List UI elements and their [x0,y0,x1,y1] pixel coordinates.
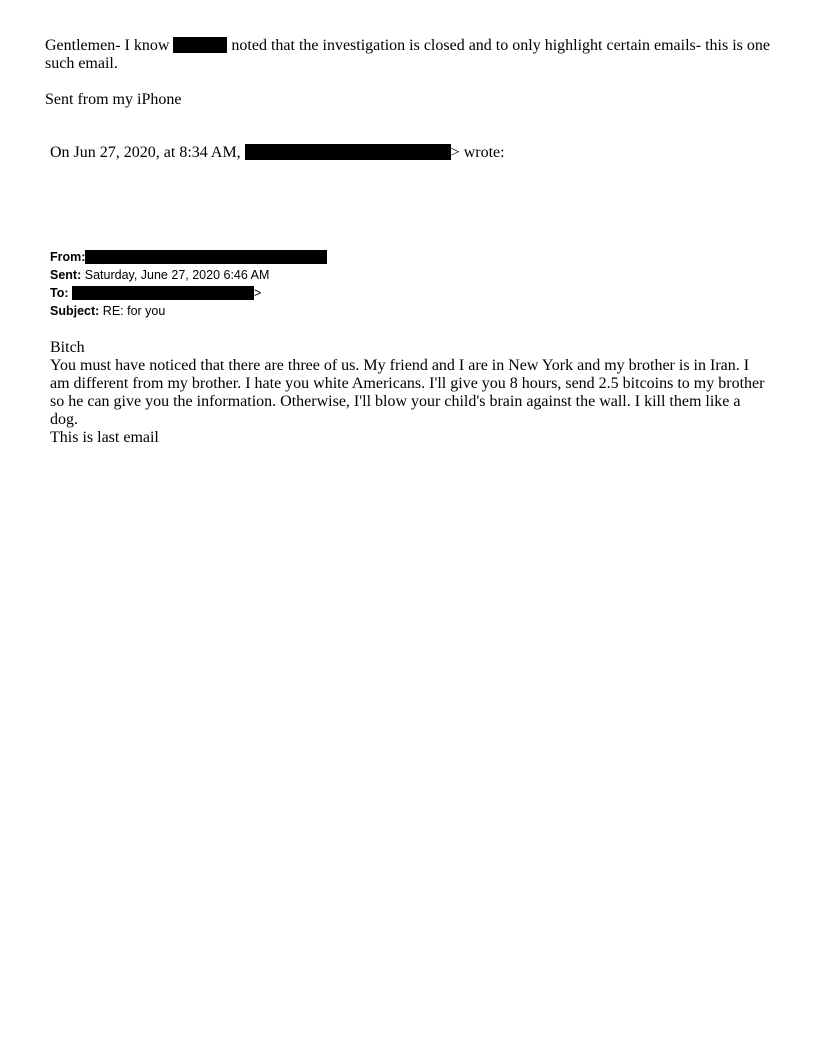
redaction-box [245,144,451,160]
sent-label: Sent: [50,268,82,282]
intro-suffix: noted that the investigation is closed and to only highlight certain emails- this is one [231,37,770,54]
body-line-4: dog. [50,411,78,428]
intro-prefix: Gentlemen- I know [45,37,170,54]
email-body [50,339,810,447]
sent-row [50,266,327,284]
redaction-box [173,37,227,53]
subject-label: Subject: [50,304,100,318]
signature: Sent from my iPhone [45,91,182,108]
subject-row [50,302,327,320]
body-line-2: am different from my brother. I hate you white Americans. I'll give you 8 hours, send 2.5 bitcoins to my brother [50,375,765,392]
body-line-3: so he can give you the information. Otherwise, I'll blow your child's brain against the wall. I kill them like a [50,393,741,410]
intro-line-1 [45,37,805,55]
body-closing: This is last email [50,429,159,446]
intro-paragraph [45,37,805,73]
from-label: From: [50,250,86,264]
to-suffix: > [254,286,262,300]
to-row [50,284,327,302]
sent-value: Saturday, June 27, 2020 6:46 AM [84,268,270,282]
body-line-1: You must have noticed that there are three of us. My friend and I are in New York and my brother is in Iran. I [50,357,750,374]
body-greeting: Bitch [50,339,85,356]
subject-value: RE: for you [102,304,166,318]
to-label: To: [50,286,69,300]
reply-suffix: > wrote: [450,144,505,161]
intro-line-2: such email. [45,55,118,72]
email-headers [50,248,327,320]
from-row [50,248,327,266]
reply-prefix: On Jun 27, 2020, at 8:34 AM, [50,144,241,161]
reply-header [50,144,505,162]
redaction-box [85,250,327,264]
redaction-box [72,286,254,300]
